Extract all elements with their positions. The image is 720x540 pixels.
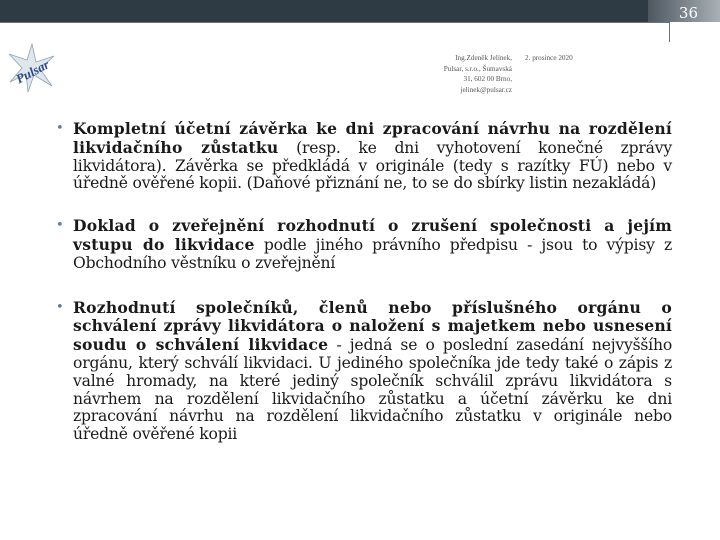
date-label: 2. prosince 2020 — [525, 54, 573, 62]
bullet-text: (resp. ke dni vyhotovení konečné zprávy likvidátora). Závěrka se předkládá v originále (tedy s razítky FÚ) nebo v úředně ověřené kopii. (Daňové přiznání ne, to se do sbírky listin nezakládá) — [73, 138, 672, 193]
svg-text:Pulsar: Pulsar — [13, 56, 52, 87]
bullet-bold-text: Doklad o zveřejnění rozhodnutí o zrušení společnosti a jejím vstupu do likvidace — [73, 216, 672, 254]
bullet-icon: • — [56, 299, 64, 315]
bullet-text: - jedná se o poslední zasedání nejvyššího orgánu, který schválí likvidaci. U jediného společníka jde tedy také o zápis z valné hromady, na které jediný společník schválil zprávu likvidátora s návrhem na rozdělení likvidačního zůstatku a účetní závěrku ke dni zpracování návrhu na rozdělení likvidačního zůstatku v originále nebo úředně ověřené kopii — [73, 336, 673, 444]
bullet-icon: • — [56, 121, 64, 136]
bullet-bold-text: Kompletní účetní závěrka ke dni zpracování návrhu na rozdělení likvidačního zůstatku — [73, 119, 672, 157]
bullet-bold-text: Rozhodnutí společníků, členů nebo příslušného orgánu o schválení zprávy likvidátora o naložení s majetkem nebo usnesení soudu o schválení likvidace — [73, 297, 672, 355]
top-bar-fill — [0, 0, 648, 22]
bullet-item — [56, 120, 672, 193]
top-bar — [0, 0, 720, 22]
bullet-text: podle jiného právního předpisu - jsou to výpisy z Obchodního věstníku o zveřejnění — [73, 235, 672, 272]
author-line: 31, 602 00 Brno, — [463, 75, 512, 84]
author-block — [418, 53, 512, 95]
header-divider — [0, 22, 670, 23]
author-line: Pulsar, s.r.o., Šumavská — [443, 64, 512, 73]
page-number: 36 — [678, 4, 698, 22]
pulsar-logo — [6, 42, 58, 94]
bullet-item — [56, 217, 672, 272]
slide-content — [56, 120, 672, 444]
author-line: Ing.Zdeněk Jelínek, — [455, 54, 512, 62]
header-divider-tick — [669, 22, 670, 42]
bullet-icon: • — [56, 218, 64, 234]
bullet-item — [56, 299, 672, 444]
author-email: jelinek@pulsar.cz — [460, 85, 512, 94]
